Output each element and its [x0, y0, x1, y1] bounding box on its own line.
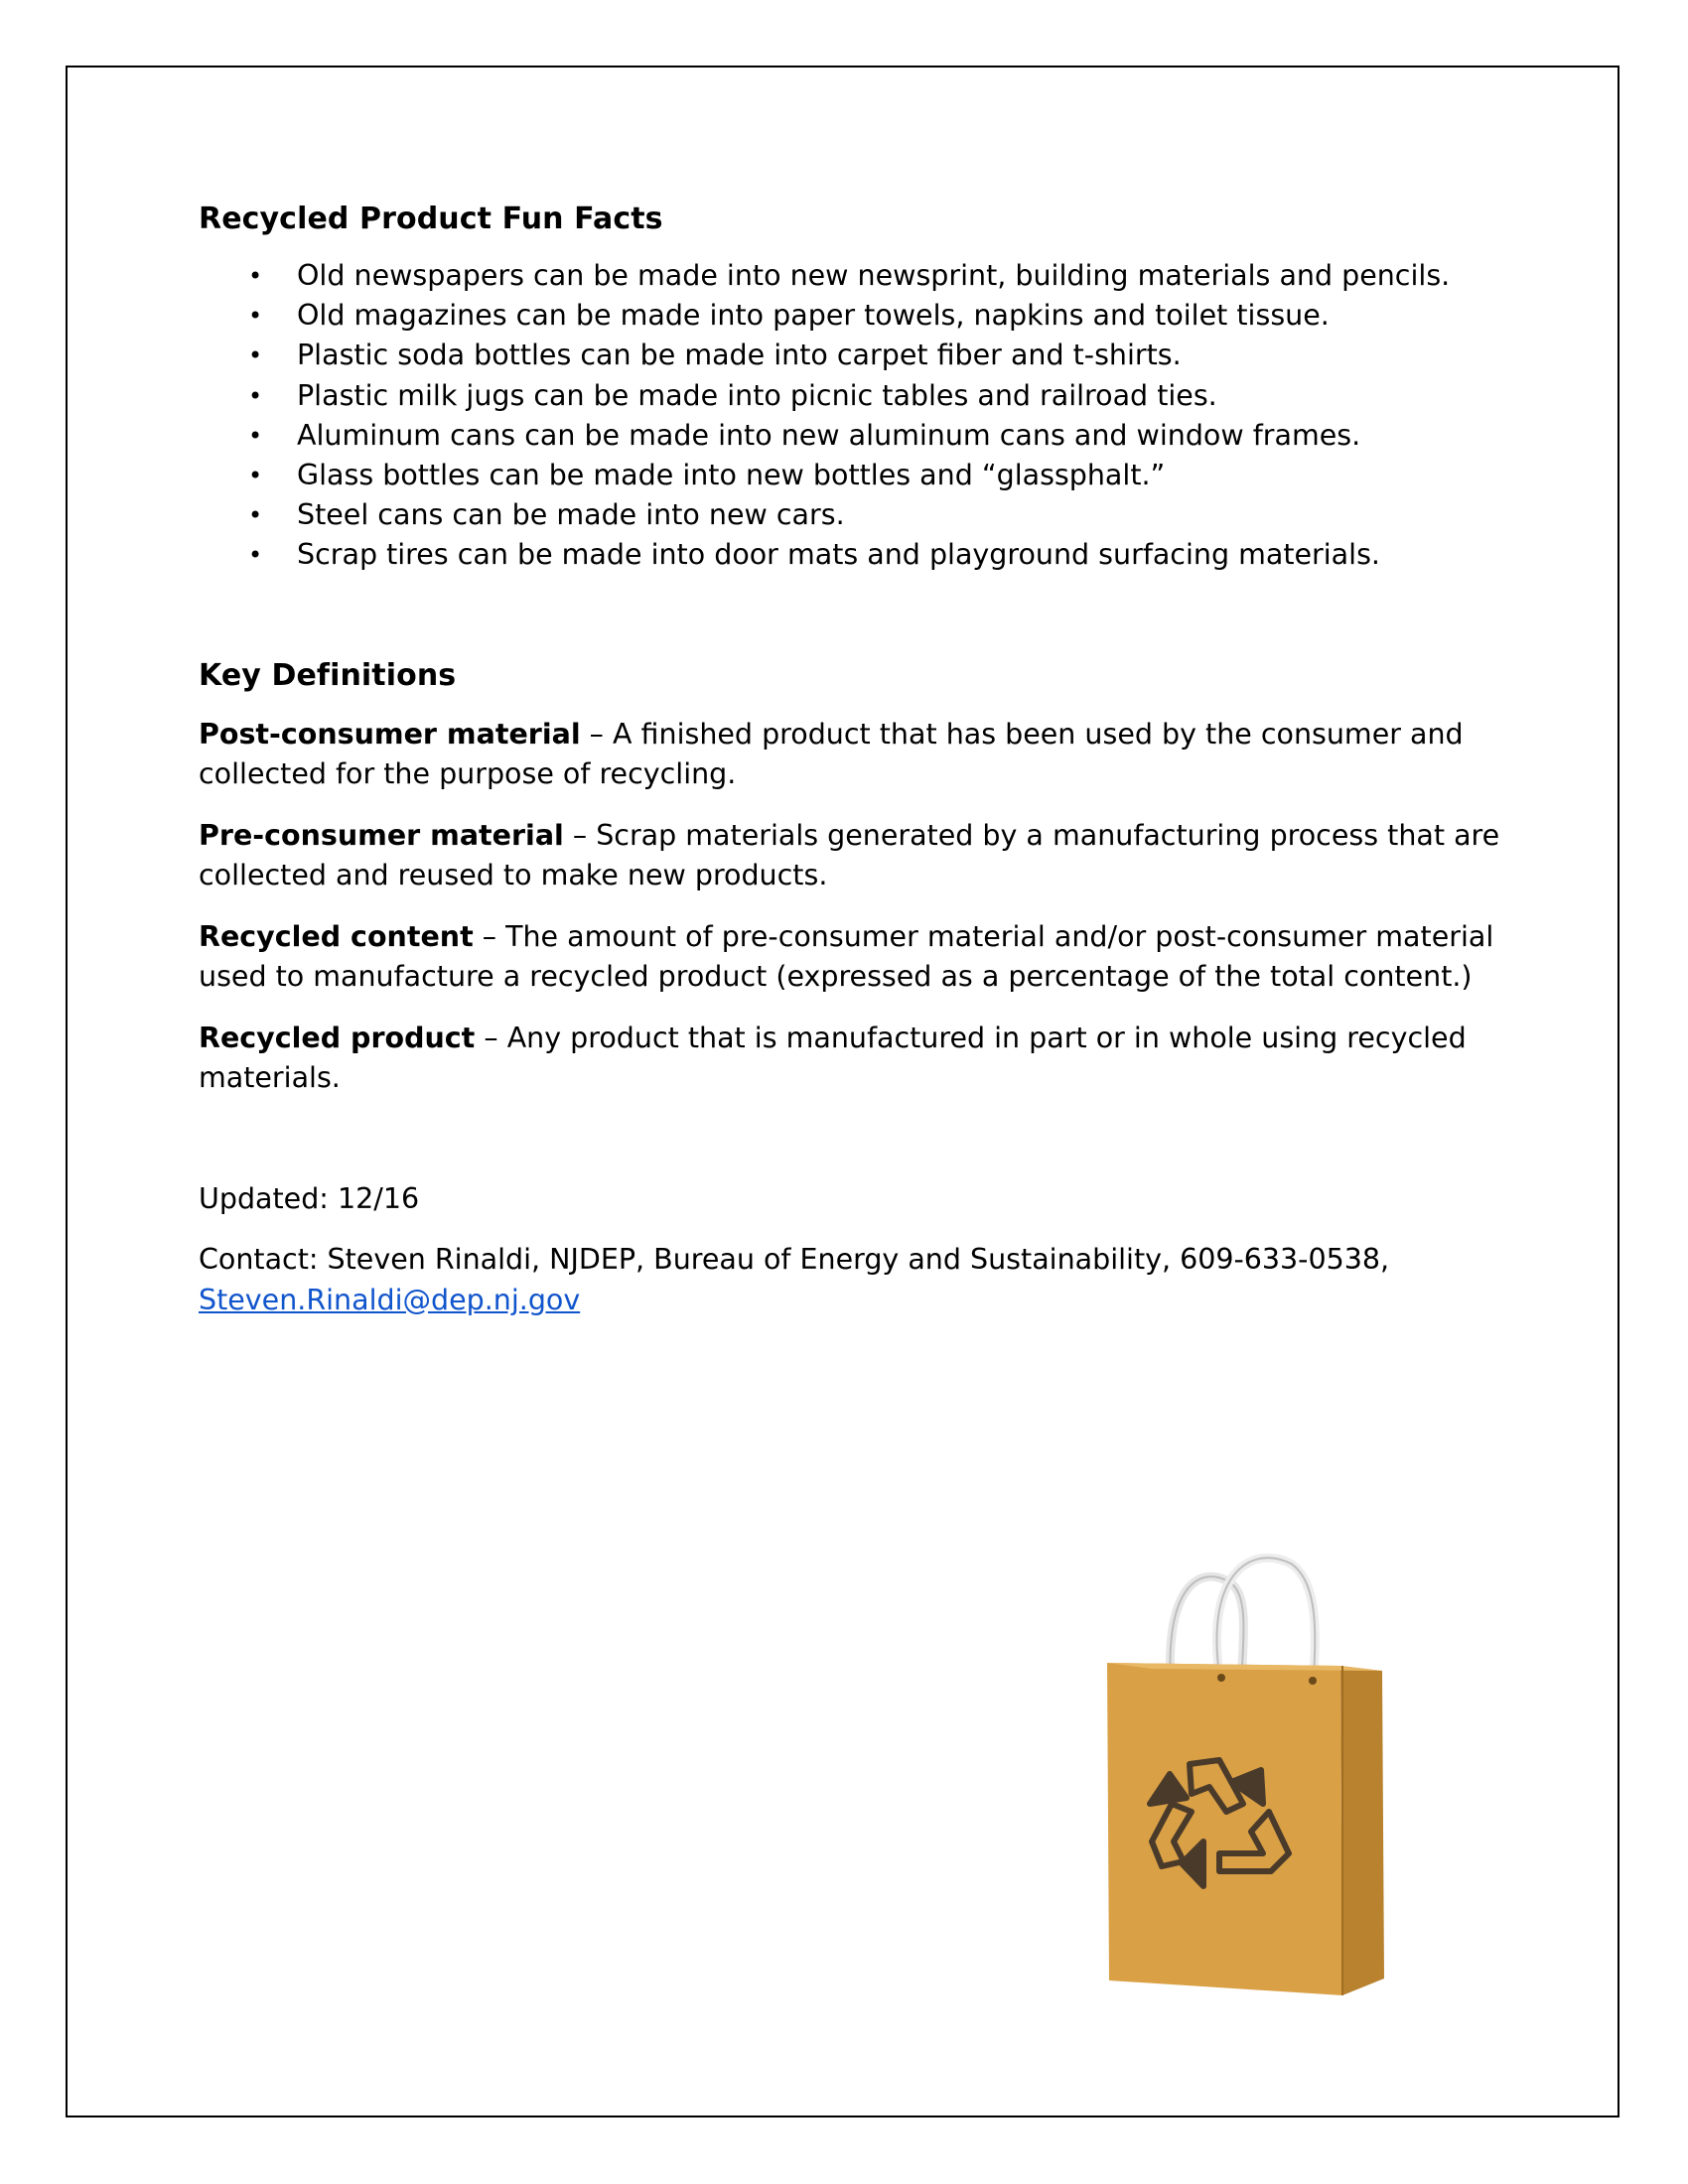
bullet: • [248, 262, 263, 290]
definition-separator: – [563, 818, 597, 852]
definition-text: Scrap materials generated by a manufacturing process that are collected and reused to make new products. [199, 818, 1500, 892]
list-item [199, 336, 1489, 375]
definition-term: Recycled product [199, 1021, 476, 1054]
bullet: • [248, 541, 263, 570]
definition-pre-consumer [199, 816, 1509, 896]
fact-text: Scrap tires can be made into door mats and playground surfacing materials. [297, 538, 1380, 572]
definition-separator: – [473, 919, 506, 953]
contact-info [199, 1240, 1489, 1320]
definition-term: Recycled content [199, 919, 474, 953]
list-item [199, 296, 1489, 336]
contact-email-link[interactable]: Steven.Rinaldi@dep.nj.gov [199, 1283, 581, 1316]
document-body [199, 199, 1500, 1320]
fact-text: Aluminum cans can be made into new aluminum cans and window frames. [297, 418, 1361, 452]
bullet: • [248, 462, 263, 490]
definition-term: Post-consumer material [199, 717, 581, 751]
bullet: • [248, 501, 263, 530]
fact-text: Glass bottles can be made into new bottles and “glassphalt.” [297, 459, 1166, 492]
fact-text: Plastic soda bottles can be made into carpet fiber and t-shirts. [297, 339, 1182, 372]
key-definitions-heading: Key Definitions [199, 657, 457, 693]
list-item [199, 535, 1489, 575]
definition-recycled-content [199, 917, 1509, 998]
definition-term: Pre-consumer material [199, 818, 564, 852]
contact-text: Contact: Steven Rinaldi, NJDEP, Bureau of Energy and Sustainability, 609-633-0538, [199, 1243, 1390, 1277]
list-item [199, 495, 1489, 535]
recycling-bag-icon [1092, 1544, 1420, 2010]
definition-text: A finished product that has been used by the consumer and collected for the purpose of recycling. [199, 717, 1464, 791]
list-item [199, 416, 1489, 456]
fun-facts-heading: Recycled Product Fun Facts [199, 202, 663, 236]
list-item [199, 456, 1489, 495]
definition-text: Any product that is manufactured in part or in whole using recycled materials. [199, 1021, 1467, 1095]
bullet: • [248, 381, 263, 410]
definition-separator: – [580, 717, 613, 751]
bullet: • [248, 341, 263, 370]
fact-text: Old magazines can be made into paper towels, napkins and toilet tissue. [297, 299, 1330, 333]
fact-text: Steel cans can be made into new cars. [297, 498, 845, 532]
bullet: • [248, 421, 263, 450]
fact-text: Plastic milk jugs can be made into picnic tables and railroad ties. [297, 378, 1217, 412]
definition-text: The amount of pre-consumer material and/or post-consumer material used to manufacture a recycled product (expressed as a percentage of the total content.) [199, 919, 1494, 994]
updated-date: Updated: 12/16 [199, 1181, 420, 1215]
bullet: • [248, 302, 263, 331]
definition-post-consumer [199, 715, 1509, 795]
definition-separator: – [475, 1021, 507, 1054]
definition-recycled-product [199, 1019, 1509, 1099]
list-item [199, 376, 1489, 416]
list-item [199, 256, 1489, 296]
fact-text: Old newspapers can be made into new newsprint, building materials and pencils. [297, 259, 1451, 292]
fun-facts-list [199, 256, 1489, 576]
